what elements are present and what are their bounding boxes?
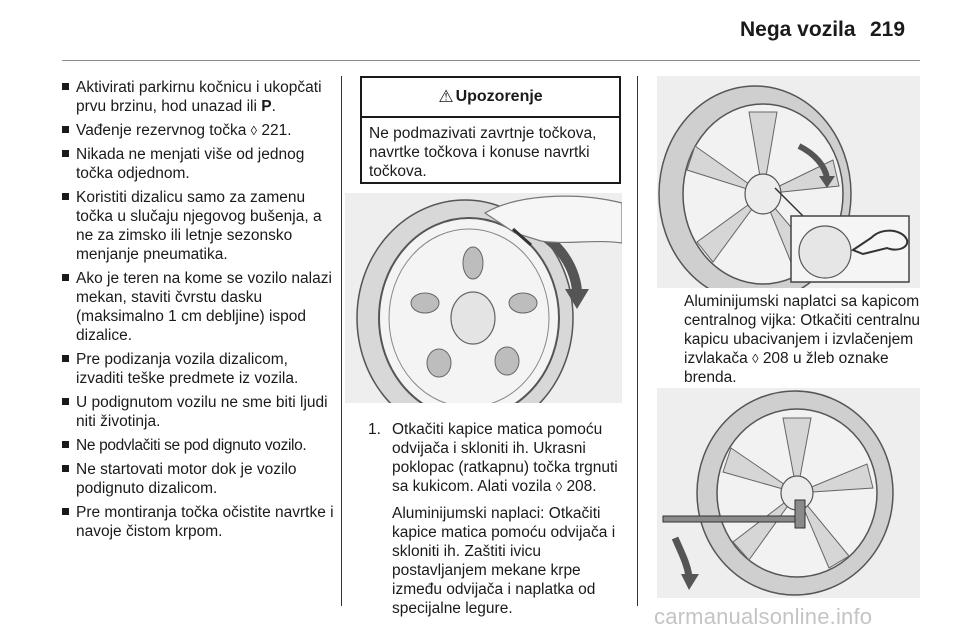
bullet-item: Koristiti dizalicu samo za zamenu točka u slučaju njegovog bušenja, a ne za zimsko ili letnje sezonsko menjanje pneumatika. [62,188,334,264]
warning-title: Upozorenje [455,88,543,105]
bullet-item: Ne startovati motor dok je vozilo podignuto dizalicom. [62,460,334,498]
instruction-steps [368,420,626,618]
column-divider-2 [637,76,638,606]
bullet-marker [62,274,69,281]
bullet-marker [62,83,69,90]
page-reference[interactable]: 221. [261,122,292,139]
bullet-item: Vađenje rezervnog točka ◊ 221. [62,121,334,140]
alloy-wheel-illustration [657,76,920,288]
bullet-marker [62,441,69,448]
bullet-marker [62,465,69,472]
step-number: 1. [368,421,381,438]
bullet-marker [62,193,69,200]
warning-triangle-icon: ⚠ [438,87,454,106]
chapter-title: Nega vozila [740,18,856,41]
step-text: Otkačiti kapice matica pomoću odvijača i skloniti ih. Ukrasni poklopac (ratkapnu) točka trgnuti sa kukicom. Alati vozila ◊ 208. [392,421,618,495]
bullet-item: Nikada ne menjati više od jednog točka odjednom. [62,145,334,183]
bullet-item: Pre montiranja točka očistite navrtke i navoje čistom krpom. [62,503,334,541]
bullet-marker [62,150,69,157]
bullet-marker [62,355,69,362]
page-reference-icon: ◊ [752,351,759,366]
step-item [368,420,626,618]
alloy-wheel-caption: Aluminijumski naplatci sa kapicom centralnog vijka: Otkačiti centralnu kapicu ubacivanjem i izvlačenjem izvlakača ◊ 208 u žleb oznake brenda. [684,293,921,386]
watermark: carmanualsonline.info [654,604,873,629]
bullet-item: U podignutom vozilu ne sme biti ljudi niti životinja. [62,393,334,431]
page-reference[interactable]: 208 [762,350,789,367]
page-reference-icon: ◊ [250,123,258,138]
page-reference[interactable]: 208. [566,478,597,495]
wheel-cover-illustration [345,193,622,403]
bullet-item: Pre podizanja vozila dizalicom, izvaditi teške predmete iz vozila. [62,350,334,388]
header-rule [62,60,920,61]
bullet-item: Ako je teren na kome se vozilo nalazi mekan, staviti čvrstu dasku (maksimalno 1 cm debljine) ispod dizalice. [62,269,334,345]
bullet-marker [62,398,69,405]
wheel-wrench-illustration [657,388,920,598]
bullet-marker [62,508,69,515]
step-note-alloy-rims: Aluminijumski naplaci: Otkačiti kapice matica pomoću odvijača i skloniti ih. Zaštiti ivicu postavljanjem mekane krpe između odvijača i naplatka od specijalne legure. [392,505,616,617]
warning-box [360,76,621,184]
bullet-item: Ne podvlačiti se pod dignuto vozilo. [62,436,334,455]
warning-header [362,78,619,118]
bullet-marker [62,126,69,133]
precautions-list [62,78,334,546]
page-number: 219 [870,18,906,41]
column-divider-1 [341,76,342,606]
page-reference-icon: ◊ [555,479,563,494]
warning-text: Ne podmazivati zavrtnje točkova, navrtke točkova i konuse navrtki točkova. [369,125,597,180]
bullet-item: Aktivirati parkirnu kočnicu i ukopčati prvu brzinu, hod unazad ili P. [62,78,334,116]
